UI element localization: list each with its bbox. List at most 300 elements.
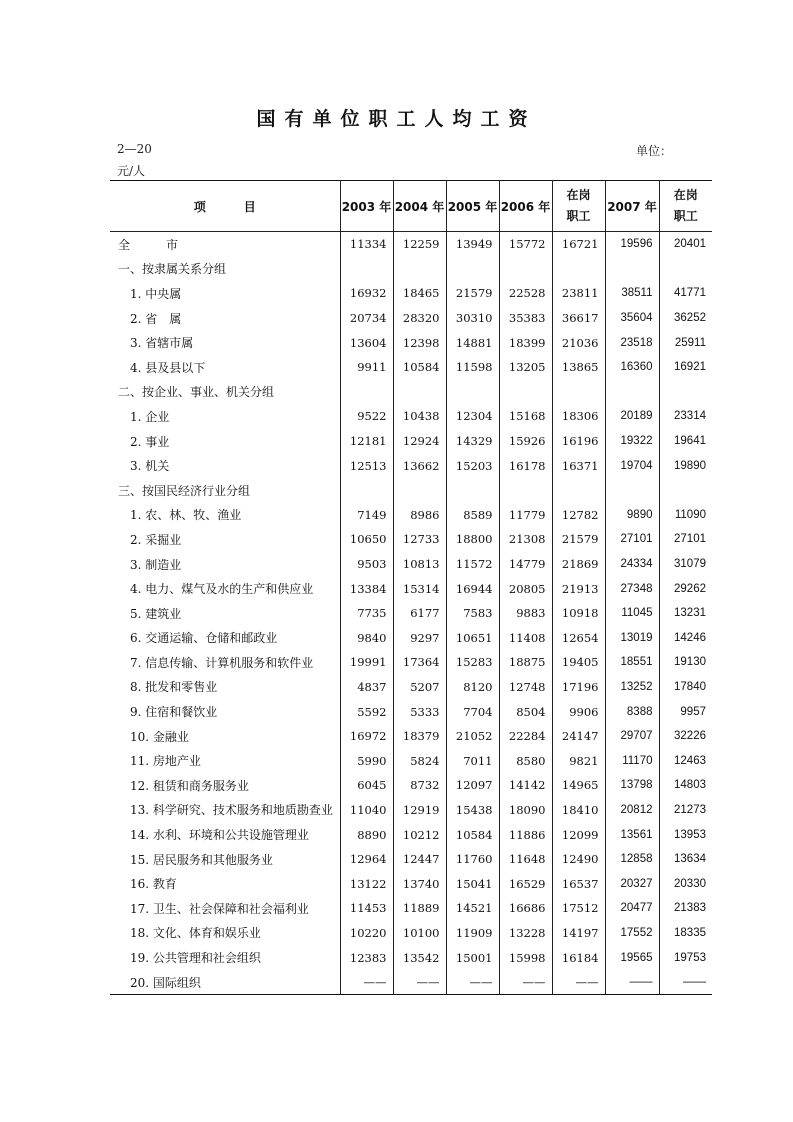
row-label: 17. 卫生、社会保障和社会福利业	[110, 896, 340, 921]
cell-value: 16529	[499, 871, 552, 896]
cell-value: 21383	[674, 902, 706, 915]
header-year-2007: 2007 年	[605, 181, 659, 232]
cell-value: 8504	[499, 699, 552, 724]
cell-value: 15041	[446, 871, 499, 896]
cell-value: 29707	[605, 724, 659, 749]
cell-value: 11045	[605, 601, 659, 626]
cell-value: 15283	[446, 650, 499, 675]
header-year-2006: 2006 年	[499, 181, 552, 232]
row-label: 19. 公共管理和社会组织	[110, 945, 340, 970]
header-year-2005: 2005 年	[446, 181, 499, 232]
table-row	[110, 945, 712, 970]
cell-value: 10918	[552, 601, 605, 626]
cell-value: 20805	[499, 576, 552, 601]
cell-value: 20734	[340, 306, 393, 331]
row-label: 全 市	[110, 232, 340, 257]
cell-value: 19565	[605, 945, 659, 970]
table-body	[110, 232, 712, 995]
cell-value: 12099	[552, 822, 605, 847]
cell-value: 9883	[499, 601, 552, 626]
table-code: 2—20	[117, 142, 152, 156]
cell-value: 18399	[499, 330, 552, 355]
row-label: 10. 金融业	[110, 724, 340, 749]
cell-value: 19890	[674, 459, 706, 472]
cell-value: 18306	[552, 404, 605, 429]
cell-value: 12964	[340, 847, 393, 872]
table-row	[110, 970, 712, 995]
table-row	[110, 896, 712, 921]
cell-value: 9911	[340, 355, 393, 380]
cell-value: 16932	[340, 281, 393, 306]
cell-value: 11886	[499, 822, 552, 847]
unit-label: 单位：	[636, 144, 673, 158]
table-row	[110, 330, 712, 355]
cell-value: 7704	[446, 699, 499, 724]
cell-value: 12858	[605, 847, 659, 872]
cell-value: 29262	[674, 582, 706, 595]
header-item-char-1: 项	[193, 199, 206, 214]
row-label: 3. 机关	[110, 453, 340, 478]
cell-value: 11598	[446, 355, 499, 380]
cell-value: 31079	[674, 558, 706, 571]
table-row	[110, 626, 712, 651]
cell-value: 12654	[552, 626, 605, 651]
cell-value	[499, 478, 552, 503]
cell-value: 12782	[552, 503, 605, 528]
cell-value: 22284	[499, 724, 552, 749]
cell-value: 21036	[552, 330, 605, 355]
cell-value: 13604	[340, 330, 393, 355]
cell-value: 9821	[552, 748, 605, 773]
cell-value: 19641	[674, 435, 706, 448]
cell-value	[340, 380, 393, 405]
cell-value: ——	[446, 970, 499, 995]
cell-value: 14965	[552, 773, 605, 798]
cell-value: 38511	[605, 281, 659, 306]
cell-value: 8986	[393, 503, 446, 528]
cell-value	[605, 380, 659, 405]
row-label: 1. 中央属	[110, 281, 340, 306]
table-row	[110, 601, 712, 626]
cell-value: 11648	[499, 847, 552, 872]
cell-value: 21869	[552, 552, 605, 577]
cell-value: 5824	[393, 748, 446, 773]
cell-value	[393, 257, 446, 282]
cell-value: ——	[605, 970, 659, 995]
cell-value: 21308	[499, 527, 552, 552]
cell-value: 13798	[605, 773, 659, 798]
table-row	[110, 822, 712, 847]
cell-value: 16184	[552, 945, 605, 970]
table-row	[110, 478, 712, 503]
header-onpost2-line2: 职工	[673, 209, 698, 223]
cell-value: 13122	[340, 871, 393, 896]
cell-value: 8388	[605, 699, 659, 724]
table-row	[110, 257, 712, 282]
row-label: 1. 农、林、牧、渔业	[110, 503, 340, 528]
table-row	[110, 380, 712, 405]
cell-value: 20812	[605, 798, 659, 823]
cell-value: 11170	[605, 748, 659, 773]
cell-value: 20327	[605, 871, 659, 896]
table-row	[110, 921, 712, 946]
cell-value	[340, 478, 393, 503]
row-label: 三、按国民经济行业分组	[110, 478, 340, 503]
cell-value: 8732	[393, 773, 446, 798]
cell-value	[552, 380, 605, 405]
cell-value	[393, 478, 446, 503]
cell-value: 27348	[605, 576, 659, 601]
cell-value: 12463	[674, 754, 706, 767]
header-onpost-2007	[659, 181, 712, 232]
cell-value: 13662	[393, 453, 446, 478]
row-label: 2. 采掘业	[110, 527, 340, 552]
cell-value	[446, 380, 499, 405]
header-onpost-2006	[552, 181, 605, 232]
cell-value: 16178	[499, 453, 552, 478]
cell-value: 10220	[340, 921, 393, 946]
cell-value: 27101	[674, 533, 706, 546]
cell-value: 17364	[393, 650, 446, 675]
cell-value: 10650	[340, 527, 393, 552]
header-item	[110, 181, 340, 232]
cell-value: 10813	[393, 552, 446, 577]
table-row	[110, 552, 712, 577]
cell-value: 24334	[605, 552, 659, 577]
cell-value: 13634	[674, 853, 706, 866]
cell-value: 19130	[674, 656, 706, 669]
cell-value: 21052	[446, 724, 499, 749]
cell-value: 36617	[552, 306, 605, 331]
cell-value: 28320	[393, 306, 446, 331]
cell-value: 7735	[340, 601, 393, 626]
cell-value: 18379	[393, 724, 446, 749]
cell-value: 13019	[605, 626, 659, 651]
cell-value: 21273	[674, 803, 706, 816]
cell-value	[605, 478, 659, 503]
cell-value: 18335	[674, 926, 706, 939]
row-label: 16. 教育	[110, 871, 340, 896]
cell-value: ——	[393, 970, 446, 995]
cell-value: 7583	[446, 601, 499, 626]
table-row	[110, 503, 712, 528]
cell-value: 19322	[605, 429, 659, 454]
cell-value: 17552	[605, 921, 659, 946]
cell-value: 20401	[674, 238, 706, 251]
cell-value: 14779	[499, 552, 552, 577]
cell-value: 8580	[499, 748, 552, 773]
cell-value: 6177	[393, 601, 446, 626]
cell-value: 12259	[393, 232, 446, 257]
cell-value: 36252	[674, 312, 706, 325]
cell-value: 7011	[446, 748, 499, 773]
cell-value: 10651	[446, 626, 499, 651]
row-label: 20. 国际组织	[110, 970, 340, 995]
header-year-2004: 2004 年	[393, 181, 446, 232]
cell-value	[499, 257, 552, 282]
cell-value: 5207	[393, 675, 446, 700]
cell-value: 6045	[340, 773, 393, 798]
cell-value: 8589	[446, 503, 499, 528]
cell-value: 9522	[340, 404, 393, 429]
cell-value: 11889	[393, 896, 446, 921]
cell-value: ——	[659, 970, 712, 995]
cell-value: 16537	[552, 871, 605, 896]
cell-value: 15203	[446, 453, 499, 478]
unit-value: 元/人	[117, 164, 146, 178]
cell-value: 12919	[393, 798, 446, 823]
cell-value: 14881	[446, 330, 499, 355]
cell-value: 14329	[446, 429, 499, 454]
cell-value: 21579	[446, 281, 499, 306]
cell-value: 9840	[340, 626, 393, 651]
cell-value	[605, 257, 659, 282]
row-label: 3. 省辖市属	[110, 330, 340, 355]
cell-value: 15438	[446, 798, 499, 823]
header-item-char-2: 目	[243, 199, 256, 214]
cell-value: 9297	[393, 626, 446, 651]
cell-value: 27101	[605, 527, 659, 552]
table-row	[110, 650, 712, 675]
cell-value: ——	[340, 970, 393, 995]
table-row	[110, 232, 712, 257]
cell-value: 14246	[674, 631, 706, 644]
cell-value: 19991	[340, 650, 393, 675]
cell-value: 14803	[674, 779, 706, 792]
cell-value: 5990	[340, 748, 393, 773]
cell-value: 21913	[552, 576, 605, 601]
cell-value: 23518	[605, 330, 659, 355]
cell-value: 13231	[674, 607, 706, 620]
cell-value: 8890	[340, 822, 393, 847]
table-row	[110, 724, 712, 749]
cell-value	[446, 257, 499, 282]
cell-value: 18410	[552, 798, 605, 823]
cell-value	[659, 257, 712, 282]
cell-value: 13561	[605, 822, 659, 847]
header-onpost2-line1: 在岗	[673, 188, 698, 202]
table-row	[110, 306, 712, 331]
cell-value: 9957	[680, 705, 706, 718]
cell-value	[340, 257, 393, 282]
cell-value	[393, 380, 446, 405]
row-label: 15. 居民服务和其他服务业	[110, 847, 340, 872]
row-label: 14. 水利、环境和公共设施管理业	[110, 822, 340, 847]
table-row	[110, 281, 712, 306]
table-row	[110, 355, 712, 380]
cell-value: 13949	[446, 232, 499, 257]
cell-value: 19704	[605, 453, 659, 478]
cell-value: ——	[499, 970, 552, 995]
cell-value: 12513	[340, 453, 393, 478]
cell-value: 16972	[340, 724, 393, 749]
cell-value	[446, 478, 499, 503]
cell-value: ——	[552, 970, 605, 995]
cell-value: 19596	[605, 232, 659, 257]
row-label: 9. 住宿和餐饮业	[110, 699, 340, 724]
cell-value: 18090	[499, 798, 552, 823]
row-label: 二、按企业、事业、机关分组	[110, 380, 340, 405]
cell-value: 13228	[499, 921, 552, 946]
header-onpost-line2: 职工	[566, 209, 591, 223]
cell-value: 13740	[393, 871, 446, 896]
row-label: 4. 县及县以下	[110, 355, 340, 380]
cell-value: 11040	[340, 798, 393, 823]
cell-value: 17196	[552, 675, 605, 700]
table-row	[110, 675, 712, 700]
table-row	[110, 773, 712, 798]
table-header	[110, 181, 712, 232]
row-label: 2. 省 属	[110, 306, 340, 331]
cell-value: 35383	[499, 306, 552, 331]
cell-value: 20330	[674, 877, 706, 890]
cell-value: 12490	[552, 847, 605, 872]
cell-value: 5333	[393, 699, 446, 724]
cell-value: 25911	[674, 336, 706, 349]
cell-value: 15926	[499, 429, 552, 454]
cell-value: 12383	[340, 945, 393, 970]
row-label: 4. 电力、煤气及水的生产和供应业	[110, 576, 340, 601]
cell-value: 30310	[446, 306, 499, 331]
table-row	[110, 748, 712, 773]
cell-value: 12733	[393, 527, 446, 552]
table-row	[110, 404, 712, 429]
cell-value: 10584	[393, 355, 446, 380]
cell-value: 13205	[499, 355, 552, 380]
cell-value: 4837	[340, 675, 393, 700]
cell-value: 9906	[552, 699, 605, 724]
row-label: 一、按隶属关系分组	[110, 257, 340, 282]
cell-value	[659, 380, 712, 405]
cell-value	[552, 257, 605, 282]
cell-value: 5592	[340, 699, 393, 724]
cell-value: 18465	[393, 281, 446, 306]
cell-value: 16944	[446, 576, 499, 601]
cell-value: 22528	[499, 281, 552, 306]
cell-value: 7149	[340, 503, 393, 528]
cell-value: 11779	[499, 503, 552, 528]
table-row	[110, 527, 712, 552]
row-label: 7. 信息传输、计算机服务和软件业	[110, 650, 340, 675]
cell-value: 20477	[605, 896, 659, 921]
table-row	[110, 798, 712, 823]
cell-value: 16360	[605, 355, 659, 380]
cell-value: 13252	[605, 675, 659, 700]
cell-value: 15001	[446, 945, 499, 970]
cell-value	[659, 478, 712, 503]
header-year-2003: 2003 年	[340, 181, 393, 232]
cell-value: 32226	[674, 730, 706, 743]
cell-value: 18875	[499, 650, 552, 675]
cell-value: 15998	[499, 945, 552, 970]
cell-value: 21579	[552, 527, 605, 552]
cell-value: 16686	[499, 896, 552, 921]
cell-value: 16196	[552, 429, 605, 454]
cell-value: 18800	[446, 527, 499, 552]
cell-value: 13865	[552, 355, 605, 380]
cell-value: 14521	[446, 896, 499, 921]
table-row	[110, 699, 712, 724]
row-label: 12. 租赁和商务服务业	[110, 773, 340, 798]
row-label: 18. 文化、体育和娱乐业	[110, 921, 340, 946]
row-label: 5. 建筑业	[110, 601, 340, 626]
cell-value: 12304	[446, 404, 499, 429]
row-label: 6. 交通运输、仓储和邮政业	[110, 626, 340, 651]
cell-value: 16921	[674, 361, 706, 374]
cell-value: 23314	[674, 410, 706, 423]
cell-value: 16721	[552, 232, 605, 257]
cell-value: 12097	[446, 773, 499, 798]
cell-value: 11090	[674, 508, 706, 521]
cell-value: 41771	[674, 287, 706, 300]
cell-value: 18551	[605, 650, 659, 675]
cell-value: 19753	[674, 951, 706, 964]
cell-value: 12924	[393, 429, 446, 454]
row-label: 13. 科学研究、技术服务和地质勘查业	[110, 798, 340, 823]
table-row	[110, 847, 712, 872]
cell-value: 9503	[340, 552, 393, 577]
cell-value: 10100	[393, 921, 446, 946]
cell-value: 12447	[393, 847, 446, 872]
cell-value: 12181	[340, 429, 393, 454]
cell-value: 17512	[552, 896, 605, 921]
table-row	[110, 576, 712, 601]
cell-value: 12748	[499, 675, 552, 700]
cell-value: 8120	[446, 675, 499, 700]
cell-value: 23811	[552, 281, 605, 306]
row-label: 3. 制造业	[110, 552, 340, 577]
page-title: 国有单位职工人均工资	[256, 108, 537, 130]
cell-value: 10438	[393, 404, 446, 429]
cell-value: 11453	[340, 896, 393, 921]
row-label: 2. 事业	[110, 429, 340, 454]
cell-value: 20189	[605, 404, 659, 429]
row-label: 8. 批发和零售业	[110, 675, 340, 700]
table-row	[110, 429, 712, 454]
cell-value: 35604	[605, 306, 659, 331]
cell-value: 11909	[446, 921, 499, 946]
cell-value: 15314	[393, 576, 446, 601]
cell-value: 12398	[393, 330, 446, 355]
table-row	[110, 871, 712, 896]
cell-value: 13384	[340, 576, 393, 601]
cell-value: 11408	[499, 626, 552, 651]
cell-value: 10212	[393, 822, 446, 847]
cell-value: 13542	[393, 945, 446, 970]
cell-value: 16371	[552, 453, 605, 478]
row-label: 11. 房地产业	[110, 748, 340, 773]
cell-value: 19405	[552, 650, 605, 675]
cell-value	[499, 380, 552, 405]
cell-value: 24147	[552, 724, 605, 749]
cell-value: 10584	[446, 822, 499, 847]
cell-value: 14197	[552, 921, 605, 946]
cell-value: 9890	[605, 503, 659, 528]
cell-value: 15772	[499, 232, 552, 257]
wage-table	[110, 180, 712, 995]
cell-value: 14142	[499, 773, 552, 798]
table-row	[110, 453, 712, 478]
row-label: 1. 企业	[110, 404, 340, 429]
cell-value: 13953	[674, 828, 706, 841]
cell-value	[552, 478, 605, 503]
cell-value: 11760	[446, 847, 499, 872]
header-onpost-line1: 在岗	[566, 188, 591, 202]
cell-value: 11572	[446, 552, 499, 577]
cell-value: 17840	[674, 680, 706, 693]
cell-value: 11334	[340, 232, 393, 257]
cell-value: 15168	[499, 404, 552, 429]
